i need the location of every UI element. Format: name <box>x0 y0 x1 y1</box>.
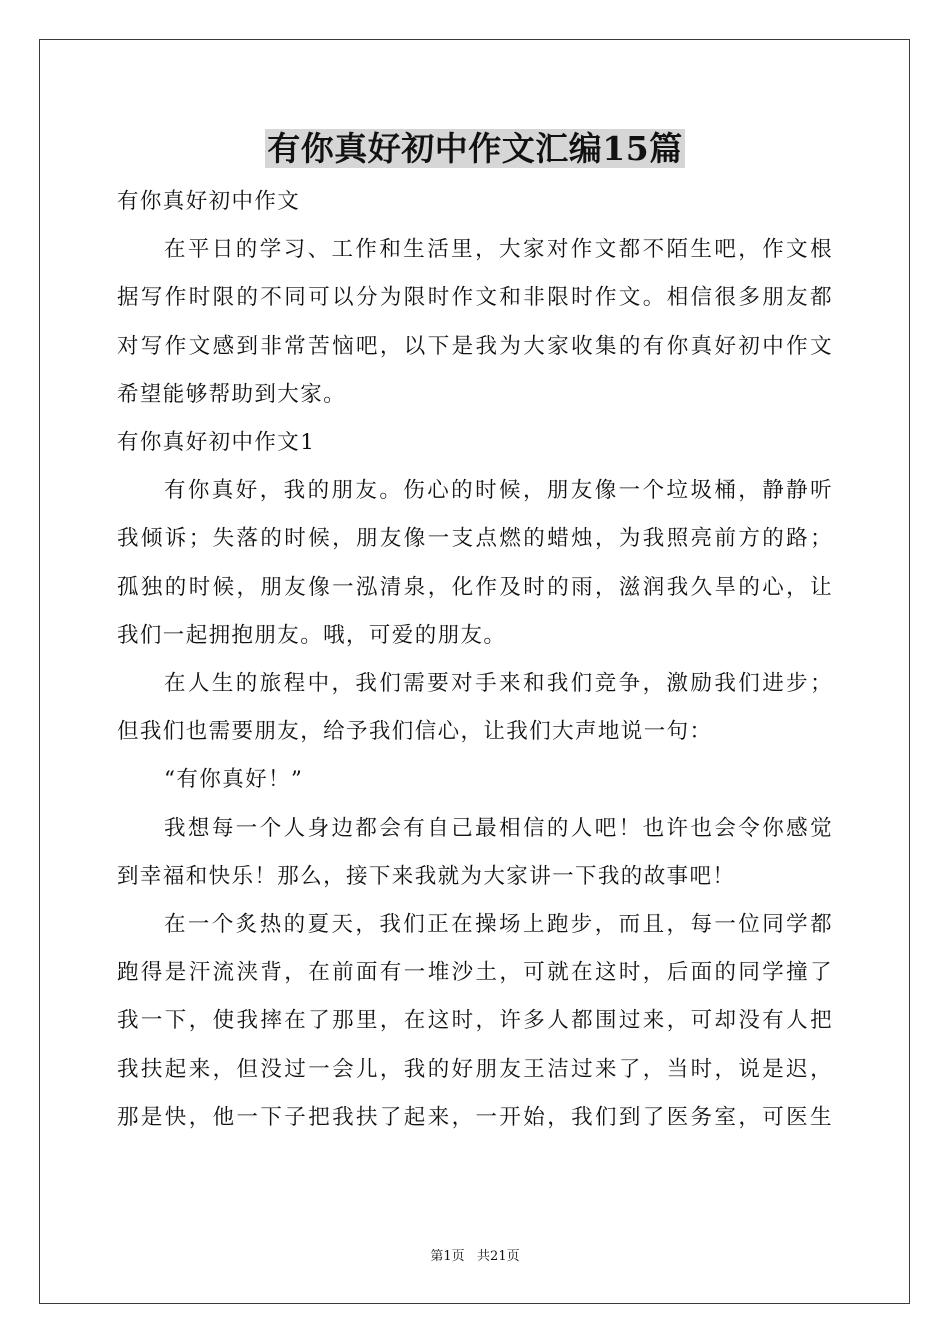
text-line: 有你真好，我的朋友。伤心的时候，朋友像一个垃圾桶，静静听 <box>164 478 833 504</box>
text-line: 但我们也需要朋友，给予我们信心，让我们大声地说一句： <box>117 719 713 745</box>
text-line: 有你真好初中作文 <box>117 189 301 214</box>
text-line: 我倾诉；失落的时候，朋友像一支点燃的蜡烛，为我照亮前方的路； <box>117 526 833 552</box>
text-line: 我们一起拥抱朋友。哦，可爱的朋友。 <box>117 622 507 648</box>
text-line: 在一个炙热的夏天，我们正在操场上跑步，而且，每一位同学都 <box>164 912 833 938</box>
text-line: 希望能够帮助到大家。 <box>117 381 347 407</box>
text-line: 我想每一个人身边都会有自己最相信的人吧！也许也会令你感觉 <box>164 815 833 841</box>
text-line: 对写作文感到非常苦恼吧，以下是我为大家收集的有你真好初中作文 <box>117 333 833 359</box>
text-line: 我扶起来，但没过一会儿，我的好朋友王洁过来了，当时，说是迟， <box>117 1056 833 1082</box>
document-title <box>0 126 950 172</box>
document-body <box>117 178 833 1142</box>
page-number-footer: 第1页 共21页 <box>430 1249 520 1264</box>
text-line: 那是快，他一下子把我扶了起来，一开始，我们到了医务室，可医生 <box>117 1104 833 1130</box>
text-line: 孤独的时候，朋友像一泓清泉，化作及时的雨，滋润我久旱的心，让 <box>117 574 833 600</box>
text-line: 在人生的旅程中，我们需要对手来和我们竞争，激励我们进步； <box>164 671 833 697</box>
text-line: 我一下，使我摔在了那里，在这时，许多人都围过来，可却没有人把 <box>117 1008 833 1034</box>
text-line: 有你真好初中作文1 <box>117 430 316 456</box>
document-title-text: 有你真好初中作文汇编15篇 <box>267 129 683 168</box>
text-line: 跑得是汗流浃背，在前面有一堆沙土，可就在这时，后面的同学撞了 <box>117 960 833 986</box>
text-line: 据写作时限的不同可以分为限时作文和非限时作文。相信很多朋友都 <box>117 285 833 311</box>
text-line: 在平日的学习、工作和生活里，大家对作文都不陌生吧，作文根 <box>164 237 833 263</box>
text-line: “有你真好！” <box>164 767 304 793</box>
text-line: 到幸福和快乐！那么，接下来我就为大家讲一下我的故事吧！ <box>117 863 736 889</box>
